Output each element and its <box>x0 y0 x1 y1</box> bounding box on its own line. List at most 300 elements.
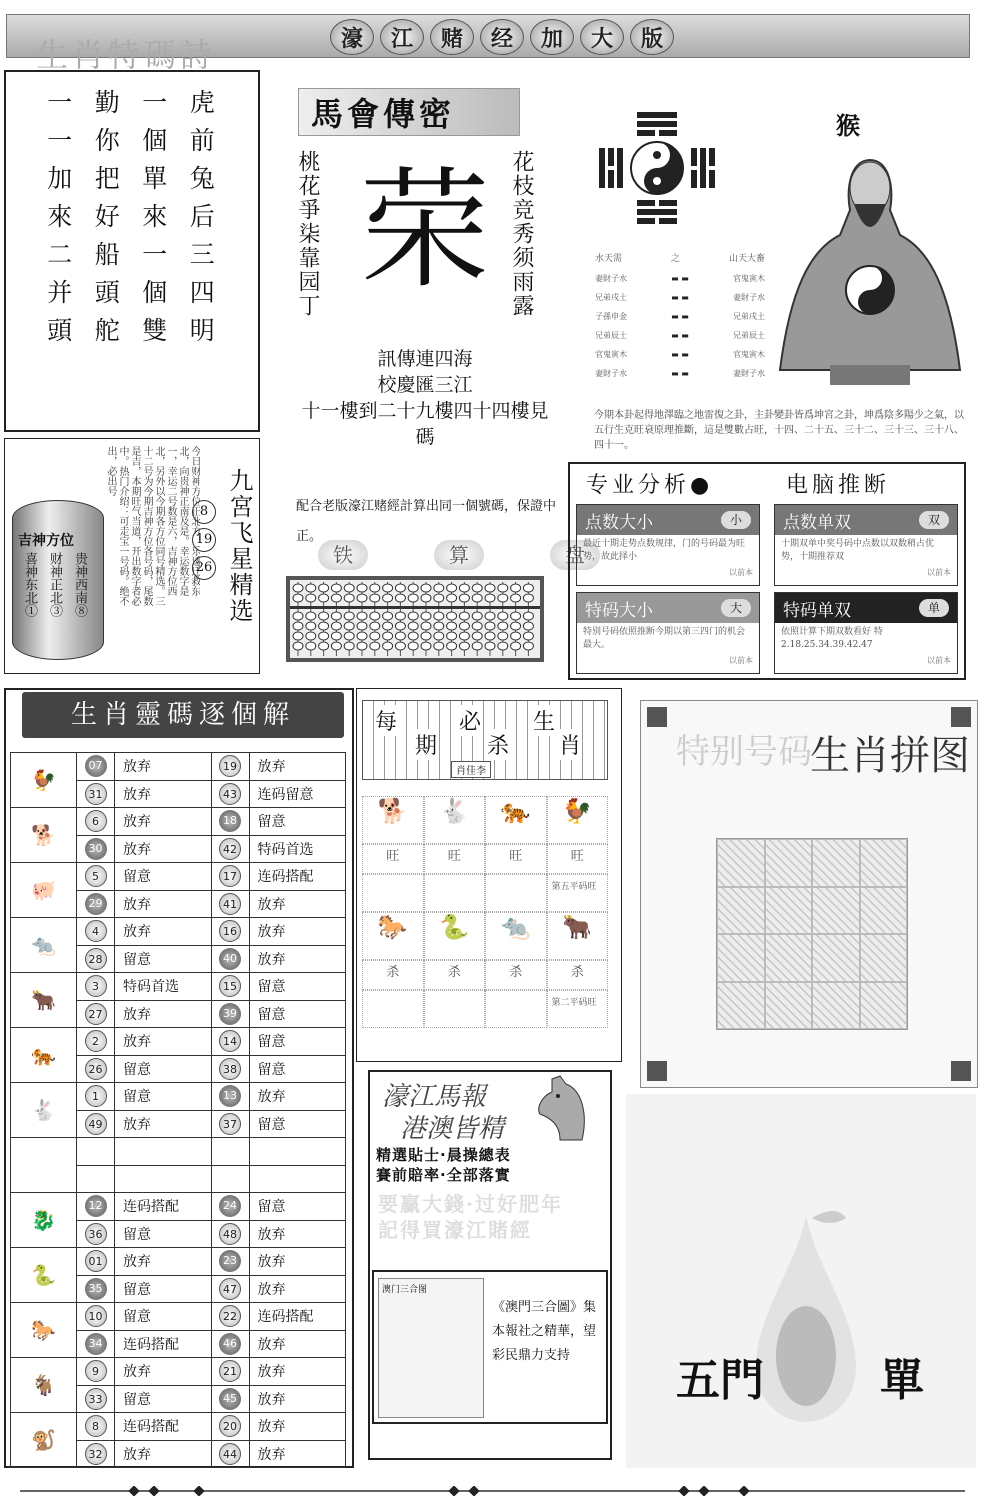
status-cell: 放弃 <box>249 945 346 973</box>
computer-heading: 电脑推断 <box>786 473 891 498</box>
number-cell <box>211 1110 249 1138</box>
hexagram-table <box>595 250 765 383</box>
number-ball: 19 <box>219 755 241 777</box>
poem-char: 加 <box>47 164 73 193</box>
hex-row-left: 兄弟戌土 <box>595 293 627 302</box>
puzzle-tile <box>765 982 813 1030</box>
abacus-bead <box>306 612 316 620</box>
status-cell: 连码搭配 <box>115 1193 212 1221</box>
left-vertical-verse: 桃花爭柒靠园丁 <box>295 150 320 318</box>
status-cell: 连码搭配 <box>115 1330 212 1358</box>
abacus-bead <box>408 594 418 602</box>
ox-icon: 🐂 <box>547 912 609 960</box>
poem-char: 個 <box>142 126 168 155</box>
bagua-icon <box>595 108 719 228</box>
status-cell: 放弃 <box>249 1330 346 1358</box>
abacus-bead <box>472 642 482 650</box>
puzzle-tile <box>717 982 765 1030</box>
abacus-bead <box>447 612 457 620</box>
abacus-bead <box>459 622 469 630</box>
number-cell <box>211 1330 249 1358</box>
status-cell: 留意 <box>249 1055 346 1083</box>
poem-char: 一 <box>47 88 73 117</box>
table-row <box>11 753 346 781</box>
abacus-bead <box>357 642 367 650</box>
number-cell <box>211 1055 249 1083</box>
number-ball: 10 <box>85 1305 107 1327</box>
status-cell: 连码搭配 <box>249 1303 346 1331</box>
status-cell: 放弃 <box>249 890 346 918</box>
tiger-icon: 🐅 <box>485 796 547 844</box>
abacus-bead <box>498 632 508 640</box>
number-ball: 16 <box>219 920 241 942</box>
status-cell: 留意 <box>249 1193 346 1221</box>
number-ball: 26 <box>85 1058 107 1080</box>
number-ball: 36 <box>85 1223 107 1245</box>
number-ball: 46 <box>219 1333 241 1355</box>
poem-char: 一 <box>142 88 168 117</box>
number-cell <box>211 835 249 863</box>
kill-label: 旺 <box>547 844 609 874</box>
puzzle-tile <box>717 934 765 982</box>
poem-char: 船 <box>94 240 120 269</box>
status-cell: 放弃 <box>249 1413 346 1441</box>
table-row <box>11 1413 346 1441</box>
abacus-bead <box>331 584 341 592</box>
abacus-bead <box>370 642 380 650</box>
abacus-bead <box>395 642 405 650</box>
number-ball: 15 <box>219 975 241 997</box>
table-row <box>11 1248 346 1276</box>
abacus-bead <box>485 632 495 640</box>
pear-icon <box>746 1206 866 1426</box>
abacus-bead <box>498 622 508 630</box>
poem-char: 舵 <box>94 316 120 345</box>
table-row <box>11 808 346 836</box>
tiger-icon: 🐅 <box>11 1028 77 1083</box>
analysis-heading: 专业分析● <box>586 473 714 498</box>
cylinder-col: 喜神东北① <box>22 552 37 617</box>
corner-square <box>951 1061 971 1081</box>
horse-icon: 🐎 <box>362 912 424 960</box>
abacus-bead <box>511 612 521 620</box>
kill-note-cell: 第五平码旺 <box>547 874 609 912</box>
hexagram-row <box>595 326 765 345</box>
abacus-bead <box>293 632 303 640</box>
abacus-bead <box>344 642 354 650</box>
number-ball: 38 <box>219 1058 241 1080</box>
abacus-bead <box>331 594 341 602</box>
diamond-icon <box>148 1486 159 1496</box>
dog-icon: 🐕 <box>11 808 77 863</box>
number-cell <box>77 835 115 863</box>
poem-char: 勤 <box>94 88 120 117</box>
abacus-bead <box>485 584 495 592</box>
number-ball: 40 <box>219 948 241 970</box>
footer-rule <box>0 1486 985 1496</box>
kill-note-cell <box>485 990 547 1028</box>
abacus-bead <box>293 594 303 602</box>
status-cell: 留意 <box>249 1000 346 1028</box>
number-ball: 27 <box>85 1003 107 1025</box>
number-ball: 21 <box>219 1360 241 1382</box>
hexagram-header <box>595 250 765 269</box>
status-cell: 放弃 <box>249 1358 346 1386</box>
poem-char: 前 <box>189 126 215 155</box>
analysis-badge: 小 <box>721 511 751 529</box>
abacus-bead <box>306 622 316 630</box>
abacus-bead <box>472 622 482 630</box>
abacus-bead <box>472 632 482 640</box>
hex-line: ▬ ▬ <box>671 274 689 283</box>
jiugong-number: 26 <box>192 556 216 580</box>
status-cell: 放弃 <box>115 890 212 918</box>
abacus-bead <box>293 622 303 630</box>
status-cell: 放弃 <box>115 1110 212 1138</box>
kill-note-cell <box>424 874 486 912</box>
status-cell: 放弃 <box>115 1440 212 1468</box>
puzzle-tile <box>860 982 908 1030</box>
number-cell <box>77 1220 115 1248</box>
status-cell: 留意 <box>115 1385 212 1413</box>
puzzle-tile <box>860 887 908 935</box>
rabbit-icon: 🐇 <box>424 796 486 844</box>
status-cell: 放弃 <box>115 1248 212 1276</box>
corner-square <box>647 1061 667 1081</box>
number-cell <box>77 918 115 946</box>
abacus-bead <box>523 632 533 640</box>
analysis-card-header <box>577 505 759 535</box>
number-cell <box>77 1083 115 1111</box>
kill-note-cell <box>424 990 486 1028</box>
number-ball: 22 <box>219 1305 241 1327</box>
status-cell: 连码搭配 <box>115 1413 212 1441</box>
abacus-bead <box>293 584 303 592</box>
kill-note-cell: 第二平码旺 <box>547 990 609 1028</box>
banner-char: 大 <box>580 19 624 55</box>
analysis-badge: 大 <box>721 599 751 617</box>
analysis-card <box>774 504 958 586</box>
number-cell <box>211 1165 249 1193</box>
number-ball: 49 <box>85 1113 107 1135</box>
hex-row-right: 妻財子水 <box>732 293 765 302</box>
jiugong-title: 九宮飞星精选 <box>225 468 253 624</box>
analysis-badge: 单 <box>919 599 949 617</box>
number-cell <box>211 1193 249 1221</box>
abacus-bead <box>370 594 380 602</box>
hex-row-left: 妻財子水 <box>595 369 627 378</box>
kill-note-cell <box>362 990 424 1028</box>
abacus-bead <box>306 632 316 640</box>
poem-title: 生肖特碼詩 <box>36 36 217 74</box>
poem-grid <box>36 88 226 346</box>
abacus-bead <box>383 632 393 640</box>
puzzle-tile <box>860 934 908 982</box>
horse-line-3: 十一樓到二十九樓四十四樓見碼 <box>301 400 549 448</box>
abacus-bead <box>498 594 508 602</box>
number-ball: 01 <box>85 1250 107 1272</box>
dragon-icon: 🐉 <box>11 1193 77 1248</box>
abacus-bead <box>523 642 533 650</box>
kill-head-char: 必 <box>459 705 481 736</box>
status-cell: 留意 <box>115 945 212 973</box>
puzzle-tile <box>765 934 813 982</box>
status-cell: 留意 <box>249 973 346 1001</box>
number-cell <box>211 1000 249 1028</box>
goat-icon: 🐐 <box>11 1358 77 1413</box>
analysis-card-body: 特别号码依照推断今期以第三四门的机会最大。 <box>583 627 746 650</box>
table-row <box>11 918 346 946</box>
number-ball: 8 <box>85 1415 107 1437</box>
number-ball: 9 <box>85 1360 107 1382</box>
five-gate-label: 五門 <box>676 1355 764 1406</box>
bagua-note: 今期本卦起得地澤臨之地雷復之卦，主卦變卦皆爲坤宮之卦，坤爲陰多陽少之氣，以五行生克旺衰原理推斷，這是雙數占旺，十四、二十五、三十二、三十三、三十八、四十一。 <box>594 410 964 451</box>
abacus-bead <box>523 612 533 620</box>
kill-head-char: 杀 <box>487 729 509 760</box>
zodiac-table-title: 生肖靈碼逐個解 <box>22 692 344 738</box>
hex-row-left: 兄弟辰土 <box>595 331 627 340</box>
hex-right: 山天大畜 <box>728 254 765 264</box>
thumbnail-caption: 《澳門三合圖》集本報社之精華，望彩民鼎力支持 <box>492 1300 597 1363</box>
number-cell <box>211 1138 249 1166</box>
kill-label: 杀 <box>485 960 547 990</box>
abacus-bead <box>395 594 405 602</box>
number-cell <box>211 945 249 973</box>
abacus-bead <box>421 612 431 620</box>
hex-row-right: 官鬼寅木 <box>732 274 765 283</box>
number-cell <box>211 808 249 836</box>
banner-char: 版 <box>630 19 674 55</box>
abacus-bead <box>357 584 367 592</box>
big-character: 荣 <box>359 154 490 306</box>
abacus-bead <box>306 584 316 592</box>
abacus-bead <box>434 632 444 640</box>
number-ball: 17 <box>219 865 241 887</box>
puzzle-title-light: 特别号码 <box>676 732 812 772</box>
abacus-bead <box>357 594 367 602</box>
number-ball: 48 <box>219 1223 241 1245</box>
abacus-bead <box>395 622 405 630</box>
banner-char: 江 <box>380 19 424 55</box>
number-cell <box>77 808 115 836</box>
hex-row-right: 妻財子水 <box>732 369 765 378</box>
poem-char: 明 <box>189 316 215 345</box>
abacus-bead <box>370 612 380 620</box>
kill-label: 旺 <box>362 844 424 874</box>
status-cell: 放弃 <box>249 1440 346 1468</box>
number-cell <box>77 1413 115 1441</box>
abacus-bead <box>459 612 469 620</box>
number-cell <box>77 863 115 891</box>
news-line-3: 要贏大錢·过好肥年 <box>378 1192 563 1216</box>
kill-note-cell <box>485 874 547 912</box>
news-line-2: 賽前賠率·全部落實 <box>376 1166 511 1184</box>
status-cell: 放弃 <box>249 1248 346 1276</box>
abacus-bead <box>434 594 444 602</box>
abacus-icon <box>286 576 544 662</box>
abacus-bead <box>511 594 521 602</box>
cylinder-columns <box>20 552 89 617</box>
hex-line: ▬ ▬ <box>671 293 689 302</box>
puzzle-tile <box>812 887 860 935</box>
number-cell <box>211 1413 249 1441</box>
abacus-bead <box>408 622 418 630</box>
kill-head-char: 肖 <box>559 729 581 760</box>
status-cell: 留意 <box>115 1220 212 1248</box>
status-cell: 连码搭配 <box>249 863 346 891</box>
number-ball: 12 <box>85 1195 107 1217</box>
abacus-bead <box>434 612 444 620</box>
abacus-bead <box>434 642 444 650</box>
analysis-card <box>576 592 760 674</box>
number-cell <box>77 890 115 918</box>
banner-char: 经 <box>480 19 524 55</box>
kill-head-char: 每 <box>375 705 397 736</box>
puzzle-tile <box>860 839 908 887</box>
number-ball: 44 <box>219 1443 241 1465</box>
abacus-bead <box>447 642 457 650</box>
number-ball: 28 <box>85 948 107 970</box>
status-cell: 留意 <box>115 1303 212 1331</box>
abacus-label: 算 <box>434 540 484 570</box>
abacus-bead <box>383 622 393 630</box>
abacus-bead <box>459 632 469 640</box>
diamond-icon <box>193 1486 204 1496</box>
ox-icon: 🐂 <box>11 973 77 1028</box>
abacus-bead <box>408 642 418 650</box>
status-cell: 放弃 <box>115 1000 212 1028</box>
number-cell <box>77 1440 115 1468</box>
abacus-note: 配合老版濠江赌經計算出同一個號碼，保證中正。 <box>296 499 557 544</box>
number-cell <box>77 1303 115 1331</box>
abacus-bead <box>319 632 329 640</box>
poem-char: 二 <box>47 240 73 269</box>
number-cell <box>211 753 249 781</box>
kill-label: 旺 <box>424 844 486 874</box>
pig-icon: 🐖 <box>11 863 77 918</box>
number-ball: 2 <box>85 1030 107 1052</box>
poem-char: 并 <box>47 278 73 307</box>
hexagram-row <box>595 364 765 383</box>
number-ball: 18 <box>219 810 241 832</box>
hex-row-right: 官鬼寅木 <box>732 350 765 359</box>
status-cell: 放弃 <box>249 918 346 946</box>
table-row <box>11 1193 346 1221</box>
table-row <box>11 1358 346 1386</box>
abacus-bead <box>472 612 482 620</box>
hexagram-row <box>595 345 765 364</box>
abacus-bead <box>421 632 431 640</box>
hex-line: ▬ ▬ <box>671 350 689 359</box>
puzzle-grid <box>716 838 908 1030</box>
corner-square <box>647 707 667 727</box>
banner-char: 濠 <box>330 19 374 55</box>
horse-icon: 🐎 <box>11 1303 77 1358</box>
table-row <box>11 863 346 891</box>
abacus-bead <box>447 594 457 602</box>
number-ball: 29 <box>85 893 107 915</box>
status-cell: 放弃 <box>115 835 212 863</box>
abacus-bead <box>319 594 329 602</box>
abacus-bead <box>383 584 393 592</box>
poem-char: 好 <box>94 202 120 231</box>
analysis-card-body: 十期双单中奖号码中点数以双数稍占优势，十期推荐双 <box>781 539 935 562</box>
abacus-bead <box>485 594 495 602</box>
status-cell: 留意 <box>115 1055 212 1083</box>
abacus-bead <box>383 612 393 620</box>
analysis-card-sign: 以前本 <box>927 568 951 577</box>
zodiac-name: 猴 <box>836 112 860 140</box>
poem-char: 來 <box>47 202 73 231</box>
abacus-bead <box>331 632 341 640</box>
thumbnail-image <box>378 1278 484 1418</box>
puzzle-tile <box>765 887 813 935</box>
abacus-bead <box>485 612 495 620</box>
status-cell: 留意 <box>115 863 212 891</box>
number-ball: 43 <box>219 783 241 805</box>
news-title-2: 港澳皆精 <box>400 1114 505 1144</box>
poem-char: 四 <box>189 278 215 307</box>
number-cell <box>211 1275 249 1303</box>
abacus-bead <box>498 612 508 620</box>
analysis-card-title: 点数大小 <box>585 512 653 533</box>
diamond-icon <box>448 1486 459 1496</box>
hexagram-row <box>595 269 765 288</box>
number-cell <box>77 1165 115 1193</box>
puzzle-tile <box>717 839 765 887</box>
diamond-icon <box>698 1486 709 1496</box>
poem-char: 來 <box>142 202 168 231</box>
poem-char: 一 <box>142 240 168 269</box>
abacus-bead <box>357 612 367 620</box>
number-cell <box>77 1000 115 1028</box>
analysis-badge: 双 <box>919 511 949 529</box>
abacus-bead <box>472 594 482 602</box>
abacus-bead <box>319 584 329 592</box>
thumbnail-title: 澳门三合图 <box>382 1285 428 1295</box>
number-ball: 5 <box>85 865 107 887</box>
abacus-label: 铁 <box>318 540 368 570</box>
puzzle-tile <box>812 934 860 982</box>
abacus-title <box>318 540 600 570</box>
abacus-bead <box>344 584 354 592</box>
abacus-bead <box>421 584 431 592</box>
status-cell <box>115 1165 212 1193</box>
diamond-icon <box>128 1486 139 1496</box>
analysis-card-body: 依照计算下期双数看好 特2.18.25.34.39.42.47 <box>781 627 883 650</box>
poem-char: 頭 <box>94 278 120 307</box>
abacus-bead <box>523 622 533 630</box>
number-ball: 41 <box>219 893 241 915</box>
hex-row-right: 兄弟戌土 <box>732 312 765 321</box>
abacus-bead <box>408 632 418 640</box>
status-cell: 特码首选 <box>115 973 212 1001</box>
abacus-bead <box>331 622 341 630</box>
abacus-bead <box>498 642 508 650</box>
status-cell <box>115 1138 212 1166</box>
table-row <box>11 1083 346 1111</box>
news-title-1: 濠江馬報 <box>382 1082 487 1112</box>
analysis-card <box>774 592 958 674</box>
poem-char: 兔 <box>189 164 215 193</box>
five-gate-end: 單 <box>880 1355 924 1406</box>
number-cell <box>77 753 115 781</box>
number-cell <box>77 1193 115 1221</box>
table-row <box>11 1138 346 1166</box>
abacus-bead <box>523 594 533 602</box>
status-cell: 连码留意 <box>249 780 346 808</box>
abacus-bead <box>408 584 418 592</box>
